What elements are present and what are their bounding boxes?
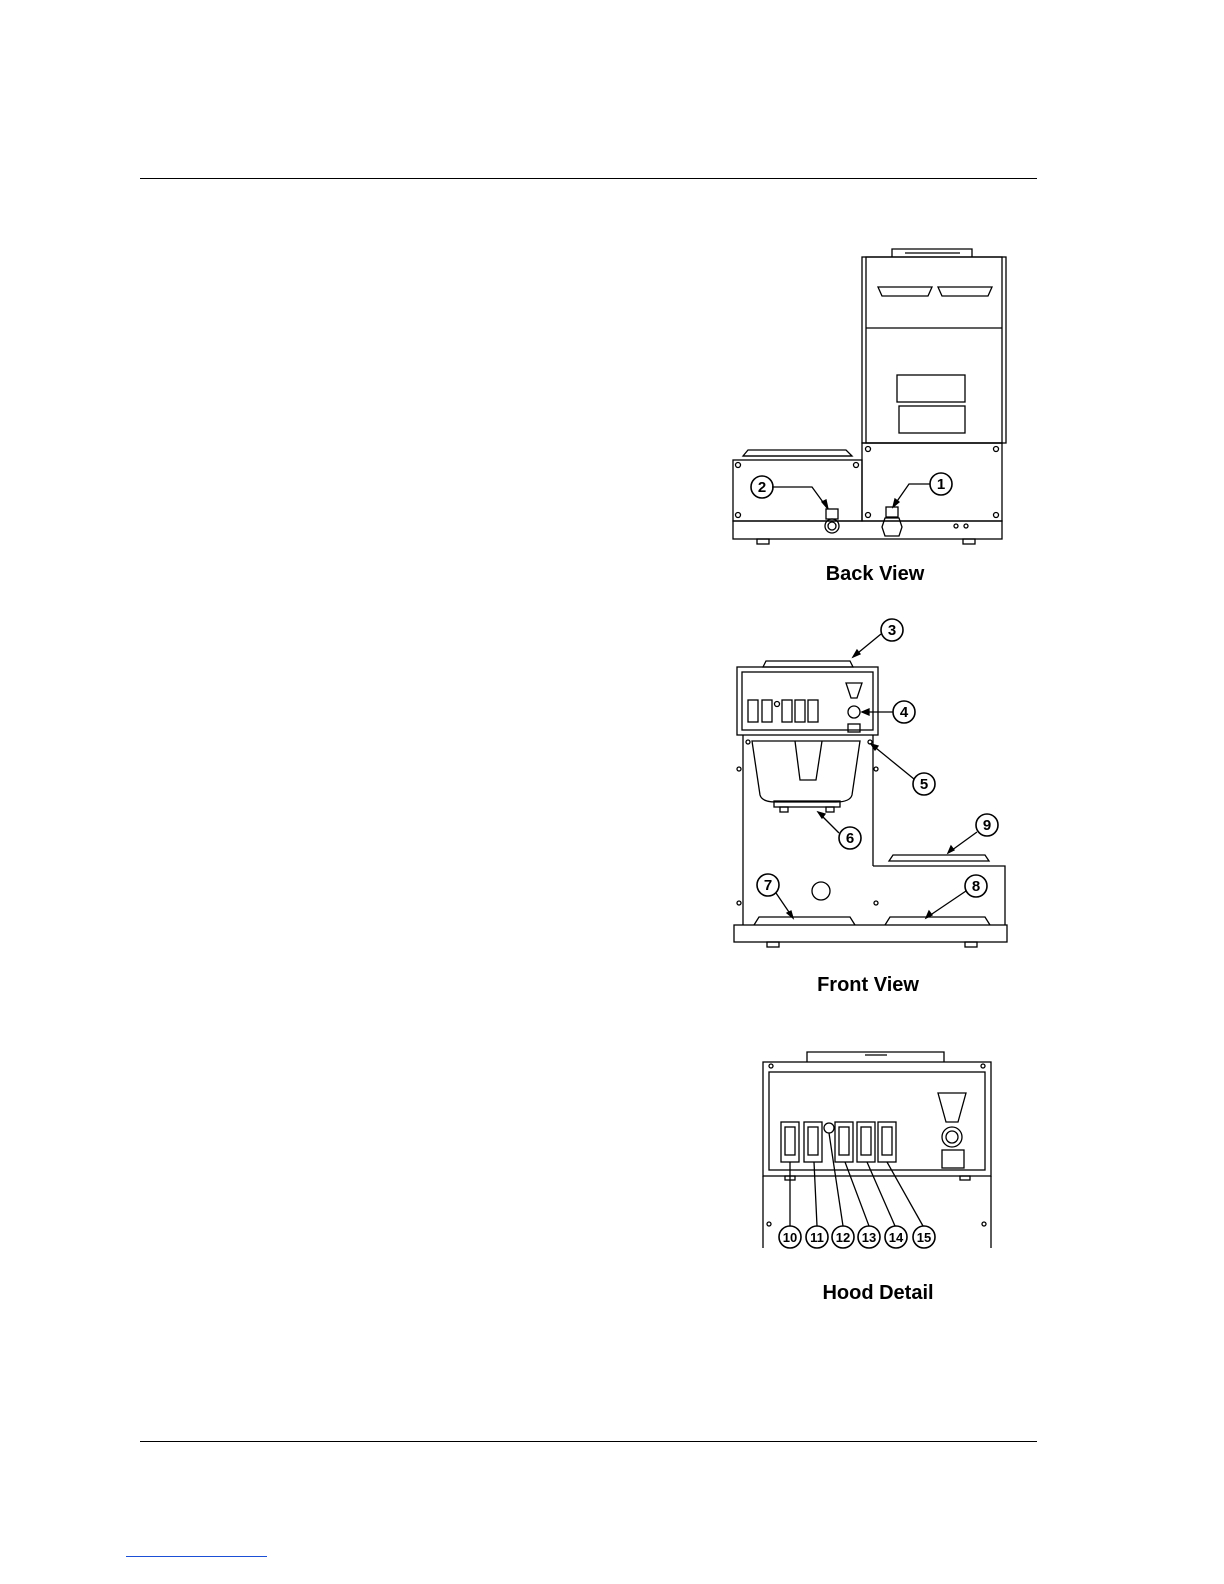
callout-15: 15 [916, 1230, 932, 1245]
callout-12: 12 [835, 1230, 851, 1245]
callout-1: 1 [936, 476, 946, 493]
callout-13: 13 [861, 1230, 877, 1245]
callout-7: 7 [763, 877, 773, 894]
callout-4: 4 [899, 704, 909, 721]
hood-detail-caption: Hood Detail [822, 1282, 934, 1304]
callout-11: 11 [810, 1230, 824, 1245]
callout-9: 9 [982, 817, 992, 834]
callout-5: 5 [919, 776, 929, 793]
callout-2: 2 [757, 479, 767, 496]
back-view-drawing [733, 249, 1006, 544]
callout-6: 6 [845, 830, 855, 847]
callout-3: 3 [887, 622, 897, 639]
callout-8: 8 [971, 878, 981, 895]
back-view-caption: Back View [825, 563, 925, 585]
front-view-drawing [734, 619, 1007, 947]
hood-detail-drawing [763, 1052, 991, 1248]
callout-14: 14 [888, 1230, 904, 1245]
front-view-caption: Front View [817, 974, 919, 996]
callout-10: 10 [782, 1230, 798, 1245]
